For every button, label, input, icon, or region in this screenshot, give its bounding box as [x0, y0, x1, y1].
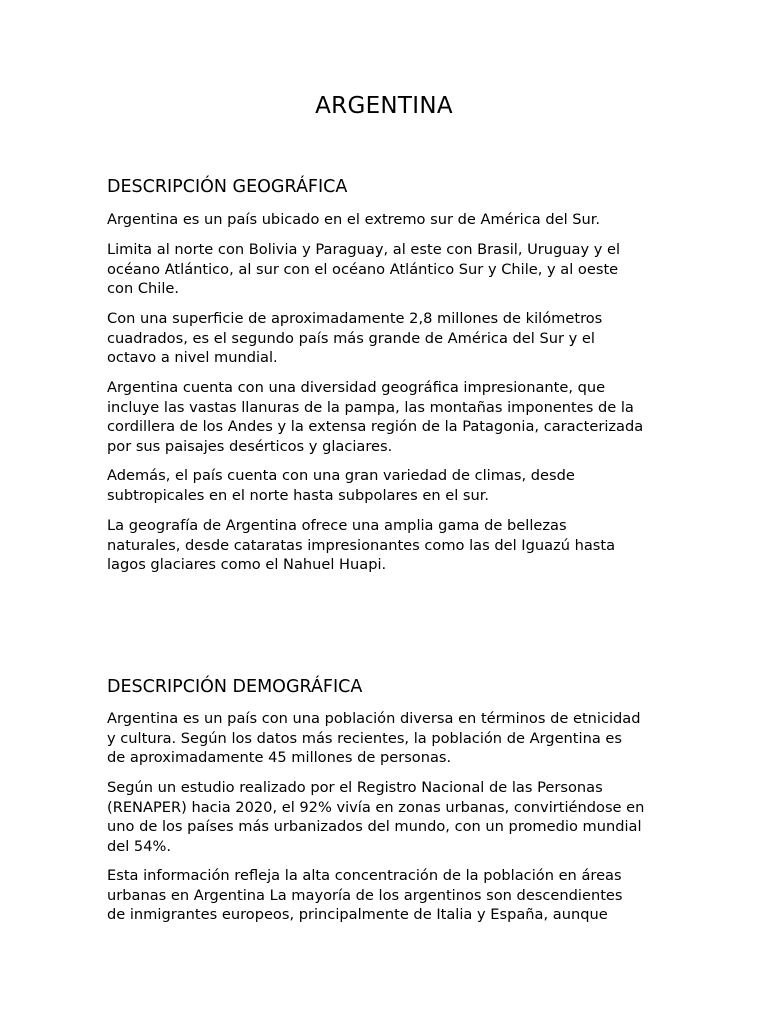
paragraph: Argentina es un país con una población diversa en términos de etnicidad y cultura. Según los datos más recientes, la población de Argentina es de aproximadamente 45 millones de personas. — [107, 710, 641, 767]
paragraph: Además, el país cuenta con una gran variedad de climas, desde subtropicales en el norte hasta subpolares en el sur. — [107, 467, 575, 504]
section-heading-demografica: DESCRIPCIÓN DEMOGRÁFICA — [107, 677, 363, 697]
paragraph: Limita al norte con Bolivia y Paraguay, al este con Brasil, Uruguay y el océano Atlántico, al sur con el océano Atlántico Sur y Chile, y al oeste con Chile. — [107, 241, 621, 298]
document-title: ARGENTINA — [315, 93, 453, 119]
paragraph: Esta información refleja la alta concentración de la población en áreas urbanas en Argentina La mayoría de los argentinos son descendientes de inmigrantes europeos, principalmente de Italia y España, aunque — [107, 867, 623, 924]
paragraph: Con una superficie de aproximadamente 2,8 millones de kilómetros cuadrados, es el segundo país más grande de América del Sur y el octavo a nivel mundial. — [107, 310, 603, 367]
paragraph: Argentina es un país ubicado en el extremo sur de América del Sur. — [107, 211, 601, 228]
paragraph: Argentina cuenta con una diversidad geográfica impresionante, que incluye las vastas llanuras de la pampa, las montañas imponentes de la cordillera de los Andes y la extensa región de la Patagonia, caracterizada por sus paisajes desérticos y glaciares. — [107, 379, 644, 455]
paragraph: Según un estudio realizado por el Registro Nacional de las Personas (RENAPER) hacia 2020, el 92% vivía en zonas urbanas, convirtiéndose en uno de los países más urbanizados del mundo, con un promedio mundial del 54%. — [107, 779, 645, 855]
paragraph: La geografía de Argentina ofrece una amplia gama de bellezas naturales, desde cataratas impresionantes como las del Iguazú hasta lagos glaciares como el Nahuel Huapi. — [107, 517, 616, 574]
section-heading-geografica: DESCRIPCIÓN GEOGRÁFICA — [107, 177, 348, 197]
